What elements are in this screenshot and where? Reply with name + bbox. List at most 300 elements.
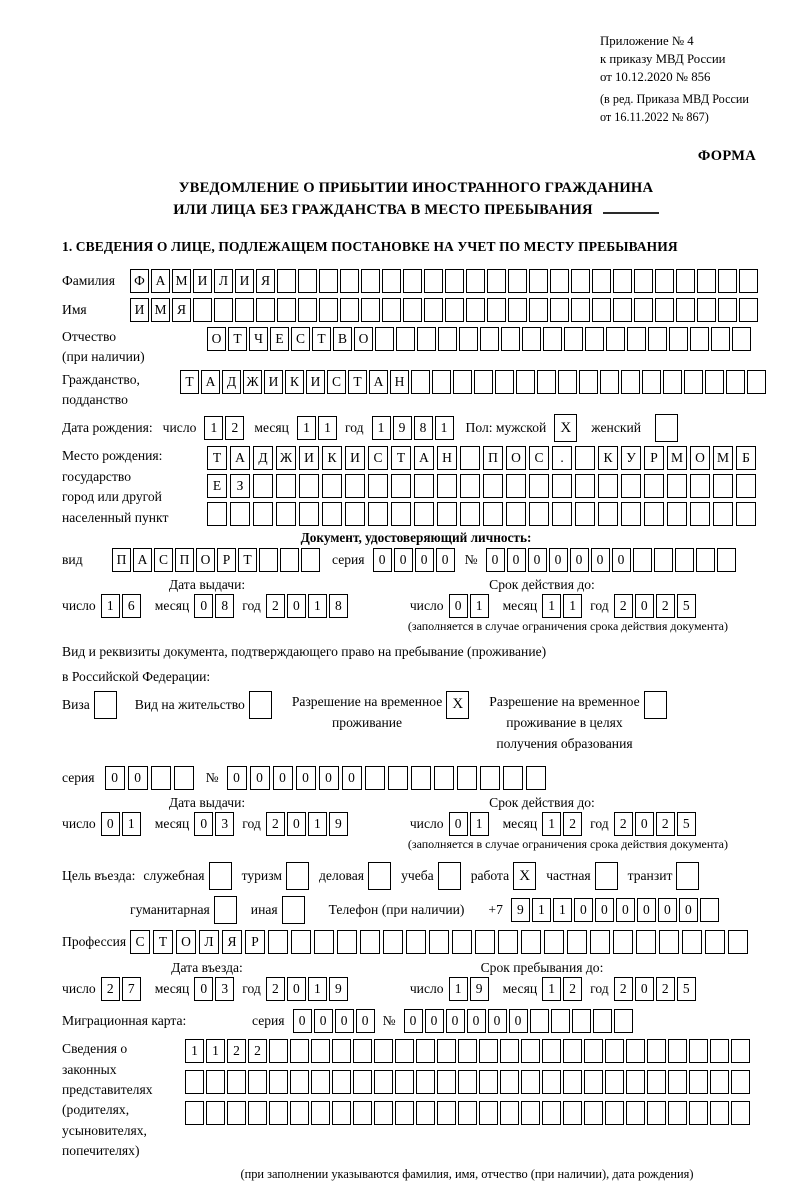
purpose-checkbox[interactable] — [595, 862, 618, 890]
char-cell[interactable] — [361, 298, 380, 322]
char-cell[interactable] — [299, 474, 319, 498]
char-cell[interactable] — [361, 269, 380, 293]
char-cell[interactable] — [739, 269, 758, 293]
char-cell[interactable]: 6 — [122, 594, 141, 618]
char-cell[interactable]: И — [345, 446, 365, 470]
char-cell[interactable] — [298, 269, 317, 293]
char-cell[interactable]: Н — [437, 446, 457, 470]
purpose-checkbox[interactable]: X — [513, 862, 536, 890]
rvpo-checkbox[interactable] — [644, 691, 667, 719]
char-cell[interactable]: А — [230, 446, 250, 470]
char-cell[interactable] — [732, 327, 751, 351]
char-cell[interactable]: М — [667, 446, 687, 470]
char-cell[interactable]: 2 — [656, 977, 675, 1001]
char-cell[interactable]: Т — [238, 548, 257, 572]
char-cell[interactable]: 1 — [308, 594, 327, 618]
char-cell[interactable]: Д — [222, 370, 241, 394]
char-cell[interactable] — [633, 548, 652, 572]
char-cell[interactable]: В — [333, 327, 352, 351]
char-cell[interactable]: Б — [736, 446, 756, 470]
char-cell[interactable] — [185, 1101, 204, 1125]
char-cell[interactable]: 5 — [677, 977, 696, 1001]
char-cell[interactable] — [375, 327, 394, 351]
char-cell[interactable]: 2 — [656, 812, 675, 836]
char-cell[interactable] — [474, 370, 493, 394]
char-cell[interactable]: Т — [312, 327, 331, 351]
char-cell[interactable] — [269, 1101, 288, 1125]
char-cell[interactable]: 0 — [101, 812, 120, 836]
char-cell[interactable]: И — [264, 370, 283, 394]
char-cell[interactable]: 2 — [227, 1039, 246, 1063]
char-cell[interactable] — [277, 298, 296, 322]
char-cell[interactable]: 0 — [273, 766, 293, 790]
char-cell[interactable] — [487, 269, 506, 293]
char-cell[interactable]: 0 — [415, 548, 434, 572]
char-cell[interactable] — [396, 327, 415, 351]
char-cell[interactable] — [437, 502, 457, 526]
char-cell[interactable] — [207, 502, 227, 526]
char-cell[interactable] — [332, 1070, 351, 1094]
char-cell[interactable] — [374, 1039, 393, 1063]
char-cell[interactable] — [458, 1039, 477, 1063]
char-cell[interactable] — [424, 298, 443, 322]
char-cell[interactable]: 0 — [227, 766, 247, 790]
char-cell[interactable] — [248, 1070, 267, 1094]
char-cell[interactable]: 0 — [128, 766, 148, 790]
char-cell[interactable] — [227, 1101, 246, 1125]
char-cell[interactable] — [736, 502, 756, 526]
char-cell[interactable]: И — [299, 446, 319, 470]
char-cell[interactable]: 9 — [329, 812, 348, 836]
char-cell[interactable] — [659, 930, 679, 954]
char-cell[interactable] — [644, 474, 664, 498]
char-cell[interactable] — [747, 370, 766, 394]
char-cell[interactable] — [575, 474, 595, 498]
purpose-checkbox[interactable] — [438, 862, 461, 890]
char-cell[interactable] — [395, 1039, 414, 1063]
char-cell[interactable]: 1 — [435, 416, 454, 440]
char-cell[interactable] — [437, 1039, 456, 1063]
char-cell[interactable] — [600, 370, 619, 394]
char-cell[interactable] — [690, 327, 709, 351]
char-cell[interactable] — [551, 1009, 570, 1033]
char-cell[interactable] — [667, 474, 687, 498]
char-cell[interactable] — [411, 370, 430, 394]
char-cell[interactable] — [500, 1101, 519, 1125]
char-cell[interactable] — [584, 1039, 603, 1063]
char-cell[interactable] — [299, 502, 319, 526]
char-cell[interactable] — [290, 1039, 309, 1063]
char-cell[interactable] — [584, 1101, 603, 1125]
char-cell[interactable] — [598, 502, 618, 526]
char-cell[interactable] — [552, 502, 572, 526]
char-cell[interactable]: У — [621, 446, 641, 470]
char-cell[interactable] — [269, 1070, 288, 1094]
char-cell[interactable] — [406, 930, 426, 954]
char-cell[interactable] — [710, 1070, 729, 1094]
char-cell[interactable]: 0 — [287, 812, 306, 836]
char-cell[interactable]: 2 — [266, 977, 285, 1001]
char-cell[interactable]: 0 — [449, 812, 468, 836]
char-cell[interactable]: И — [306, 370, 325, 394]
char-cell[interactable] — [572, 1009, 591, 1033]
char-cell[interactable]: М — [713, 446, 733, 470]
char-cell[interactable]: С — [154, 548, 173, 572]
char-cell[interactable] — [705, 930, 725, 954]
char-cell[interactable]: 1 — [470, 594, 489, 618]
char-cell[interactable]: 0 — [314, 1009, 333, 1033]
char-cell[interactable]: П — [483, 446, 503, 470]
char-cell[interactable]: 2 — [614, 977, 633, 1001]
char-cell[interactable]: Т — [391, 446, 411, 470]
char-cell[interactable]: Т — [153, 930, 173, 954]
char-cell[interactable] — [537, 370, 556, 394]
char-cell[interactable] — [337, 930, 357, 954]
char-cell[interactable] — [459, 327, 478, 351]
char-cell[interactable] — [717, 548, 736, 572]
char-cell[interactable] — [590, 930, 610, 954]
char-cell[interactable] — [529, 474, 549, 498]
char-cell[interactable] — [668, 1039, 687, 1063]
char-cell[interactable] — [479, 1070, 498, 1094]
char-cell[interactable] — [214, 298, 233, 322]
char-cell[interactable] — [487, 298, 506, 322]
char-cell[interactable]: 1 — [308, 812, 327, 836]
char-cell[interactable] — [529, 502, 549, 526]
char-cell[interactable] — [689, 1101, 708, 1125]
char-cell[interactable] — [374, 1101, 393, 1125]
rvp-checkbox[interactable]: X — [446, 691, 469, 719]
residence-checkbox[interactable] — [249, 691, 272, 719]
char-cell[interactable] — [689, 1039, 708, 1063]
char-cell[interactable] — [718, 269, 737, 293]
char-cell[interactable] — [544, 930, 564, 954]
char-cell[interactable] — [567, 930, 587, 954]
char-cell[interactable] — [655, 298, 674, 322]
char-cell[interactable] — [542, 1101, 561, 1125]
char-cell[interactable] — [575, 502, 595, 526]
char-cell[interactable]: 1 — [122, 812, 141, 836]
char-cell[interactable]: 2 — [563, 977, 582, 1001]
char-cell[interactable] — [458, 1070, 477, 1094]
char-cell[interactable] — [466, 269, 485, 293]
char-cell[interactable] — [458, 1101, 477, 1125]
char-cell[interactable] — [403, 269, 422, 293]
char-cell[interactable] — [543, 327, 562, 351]
char-cell[interactable] — [452, 930, 472, 954]
char-cell[interactable]: И — [235, 269, 254, 293]
char-cell[interactable]: 0 — [658, 898, 677, 922]
char-cell[interactable]: Ж — [243, 370, 262, 394]
char-cell[interactable] — [697, 269, 716, 293]
char-cell[interactable]: 0 — [394, 548, 413, 572]
char-cell[interactable] — [360, 930, 380, 954]
char-cell[interactable]: 1 — [532, 898, 551, 922]
char-cell[interactable] — [253, 502, 273, 526]
char-cell[interactable] — [235, 298, 254, 322]
char-cell[interactable]: 0 — [574, 898, 593, 922]
char-cell[interactable] — [627, 327, 646, 351]
char-cell[interactable] — [429, 930, 449, 954]
char-cell[interactable] — [728, 930, 748, 954]
char-cell[interactable] — [319, 269, 338, 293]
char-cell[interactable] — [564, 327, 583, 351]
char-cell[interactable]: 1 — [318, 416, 337, 440]
char-cell[interactable] — [480, 327, 499, 351]
char-cell[interactable] — [291, 930, 311, 954]
char-cell[interactable] — [636, 930, 656, 954]
char-cell[interactable]: А — [414, 446, 434, 470]
char-cell[interactable] — [332, 1039, 351, 1063]
char-cell[interactable]: О — [354, 327, 373, 351]
char-cell[interactable] — [311, 1070, 330, 1094]
char-cell[interactable] — [206, 1101, 225, 1125]
char-cell[interactable] — [453, 370, 472, 394]
char-cell[interactable]: 1 — [449, 977, 468, 1001]
char-cell[interactable]: 1 — [542, 812, 561, 836]
char-cell[interactable] — [526, 766, 546, 790]
char-cell[interactable] — [193, 298, 212, 322]
char-cell[interactable]: 1 — [542, 594, 561, 618]
char-cell[interactable] — [696, 548, 715, 572]
female-checkbox[interactable] — [655, 414, 678, 442]
char-cell[interactable] — [731, 1070, 750, 1094]
char-cell[interactable]: И — [193, 269, 212, 293]
char-cell[interactable] — [592, 269, 611, 293]
char-cell[interactable] — [689, 1070, 708, 1094]
char-cell[interactable]: 0 — [194, 812, 213, 836]
char-cell[interactable] — [340, 298, 359, 322]
char-cell[interactable] — [614, 1009, 633, 1033]
char-cell[interactable] — [506, 474, 526, 498]
char-cell[interactable]: 1 — [470, 812, 489, 836]
char-cell[interactable]: 1 — [372, 416, 391, 440]
char-cell[interactable] — [669, 327, 688, 351]
visa-checkbox[interactable] — [94, 691, 117, 719]
char-cell[interactable] — [227, 1070, 246, 1094]
char-cell[interactable] — [552, 474, 572, 498]
char-cell[interactable] — [437, 1101, 456, 1125]
char-cell[interactable] — [621, 474, 641, 498]
char-cell[interactable]: 0 — [528, 548, 547, 572]
char-cell[interactable]: 1 — [101, 594, 120, 618]
char-cell[interactable]: 0 — [436, 548, 455, 572]
char-cell[interactable] — [340, 269, 359, 293]
char-cell[interactable]: Ф — [130, 269, 149, 293]
char-cell[interactable] — [395, 1101, 414, 1125]
char-cell[interactable]: 9 — [511, 898, 530, 922]
char-cell[interactable]: 9 — [393, 416, 412, 440]
char-cell[interactable] — [345, 502, 365, 526]
char-cell[interactable]: 1 — [204, 416, 223, 440]
char-cell[interactable]: А — [369, 370, 388, 394]
char-cell[interactable] — [248, 1101, 267, 1125]
char-cell[interactable]: 0 — [679, 898, 698, 922]
char-cell[interactable] — [529, 269, 548, 293]
char-cell[interactable] — [391, 474, 411, 498]
char-cell[interactable] — [621, 370, 640, 394]
char-cell[interactable]: О — [196, 548, 215, 572]
char-cell[interactable] — [605, 1101, 624, 1125]
char-cell[interactable] — [626, 1101, 645, 1125]
char-cell[interactable] — [185, 1070, 204, 1094]
char-cell[interactable]: М — [172, 269, 191, 293]
char-cell[interactable]: 0 — [296, 766, 316, 790]
char-cell[interactable]: Л — [214, 269, 233, 293]
char-cell[interactable] — [571, 269, 590, 293]
char-cell[interactable]: 0 — [507, 548, 526, 572]
char-cell[interactable]: 2 — [266, 812, 285, 836]
char-cell[interactable]: 0 — [404, 1009, 423, 1033]
char-cell[interactable]: 8 — [215, 594, 234, 618]
char-cell[interactable]: Я — [222, 930, 242, 954]
char-cell[interactable] — [690, 474, 710, 498]
char-cell[interactable]: 0 — [194, 977, 213, 1001]
char-cell[interactable]: А — [151, 269, 170, 293]
char-cell[interactable] — [726, 370, 745, 394]
char-cell[interactable]: 8 — [414, 416, 433, 440]
char-cell[interactable] — [682, 930, 702, 954]
char-cell[interactable] — [483, 502, 503, 526]
char-cell[interactable] — [663, 370, 682, 394]
char-cell[interactable] — [676, 298, 695, 322]
char-cell[interactable]: 0 — [637, 898, 656, 922]
char-cell[interactable] — [466, 298, 485, 322]
char-cell[interactable] — [374, 1070, 393, 1094]
char-cell[interactable]: 9 — [470, 977, 489, 1001]
char-cell[interactable]: Л — [199, 930, 219, 954]
purpose-checkbox[interactable] — [209, 862, 232, 890]
char-cell[interactable] — [592, 298, 611, 322]
char-cell[interactable] — [417, 327, 436, 351]
char-cell[interactable]: И — [130, 298, 149, 322]
char-cell[interactable] — [475, 930, 495, 954]
char-cell[interactable] — [368, 474, 388, 498]
char-cell[interactable]: 1 — [563, 594, 582, 618]
char-cell[interactable]: Д — [253, 446, 273, 470]
char-cell[interactable] — [516, 370, 535, 394]
char-cell[interactable]: 0 — [549, 548, 568, 572]
char-cell[interactable] — [322, 474, 342, 498]
char-cell[interactable] — [705, 370, 724, 394]
char-cell[interactable]: 0 — [194, 594, 213, 618]
char-cell[interactable] — [480, 766, 500, 790]
char-cell[interactable] — [345, 474, 365, 498]
char-cell[interactable]: 0 — [616, 898, 635, 922]
char-cell[interactable]: Ч — [249, 327, 268, 351]
char-cell[interactable] — [571, 298, 590, 322]
char-cell[interactable]: 0 — [595, 898, 614, 922]
char-cell[interactable] — [700, 898, 719, 922]
char-cell[interactable]: 1 — [185, 1039, 204, 1063]
char-cell[interactable] — [654, 548, 673, 572]
char-cell[interactable] — [522, 327, 541, 351]
male-checkbox[interactable]: X — [554, 414, 577, 442]
char-cell[interactable] — [675, 548, 694, 572]
char-cell[interactable]: К — [598, 446, 618, 470]
char-cell[interactable] — [416, 1070, 435, 1094]
char-cell[interactable]: 0 — [509, 1009, 528, 1033]
char-cell[interactable] — [668, 1101, 687, 1125]
char-cell[interactable] — [542, 1070, 561, 1094]
char-cell[interactable]: Р — [245, 930, 265, 954]
char-cell[interactable]: С — [291, 327, 310, 351]
char-cell[interactable]: 0 — [635, 812, 654, 836]
char-cell[interactable]: 8 — [329, 594, 348, 618]
char-cell[interactable] — [676, 269, 695, 293]
char-cell[interactable] — [642, 370, 661, 394]
char-cell[interactable]: 0 — [570, 548, 589, 572]
char-cell[interactable]: 2 — [101, 977, 120, 1001]
char-cell[interactable] — [508, 269, 527, 293]
char-cell[interactable] — [713, 502, 733, 526]
char-cell[interactable]: 0 — [591, 548, 610, 572]
char-cell[interactable]: 0 — [250, 766, 270, 790]
char-cell[interactable] — [621, 502, 641, 526]
char-cell[interactable]: О — [506, 446, 526, 470]
char-cell[interactable] — [500, 1070, 519, 1094]
char-cell[interactable] — [298, 298, 317, 322]
char-cell[interactable]: 0 — [425, 1009, 444, 1033]
char-cell[interactable] — [713, 474, 733, 498]
char-cell[interactable]: Р — [217, 548, 236, 572]
char-cell[interactable] — [563, 1070, 582, 1094]
char-cell[interactable]: 2 — [248, 1039, 267, 1063]
char-cell[interactable] — [432, 370, 451, 394]
char-cell[interactable] — [460, 446, 480, 470]
char-cell[interactable] — [690, 502, 710, 526]
char-cell[interactable] — [731, 1039, 750, 1063]
char-cell[interactable] — [606, 327, 625, 351]
char-cell[interactable] — [521, 1039, 540, 1063]
char-cell[interactable]: 1 — [297, 416, 316, 440]
char-cell[interactable] — [411, 766, 431, 790]
char-cell[interactable] — [276, 502, 296, 526]
char-cell[interactable] — [711, 327, 730, 351]
char-cell[interactable] — [445, 298, 464, 322]
char-cell[interactable] — [479, 1101, 498, 1125]
char-cell[interactable]: Р — [644, 446, 664, 470]
char-cell[interactable] — [256, 298, 275, 322]
char-cell[interactable] — [563, 1101, 582, 1125]
char-cell[interactable] — [290, 1070, 309, 1094]
char-cell[interactable]: Я — [172, 298, 191, 322]
char-cell[interactable] — [276, 474, 296, 498]
char-cell[interactable]: 0 — [449, 594, 468, 618]
char-cell[interactable]: Н — [390, 370, 409, 394]
char-cell[interactable]: 0 — [635, 594, 654, 618]
char-cell[interactable] — [460, 474, 480, 498]
char-cell[interactable] — [368, 502, 388, 526]
char-cell[interactable] — [319, 298, 338, 322]
char-cell[interactable]: Т — [207, 446, 227, 470]
char-cell[interactable]: П — [112, 548, 131, 572]
char-cell[interactable]: С — [130, 930, 150, 954]
char-cell[interactable] — [290, 1101, 309, 1125]
char-cell[interactable]: К — [322, 446, 342, 470]
char-cell[interactable]: Я — [256, 269, 275, 293]
char-cell[interactable] — [584, 1070, 603, 1094]
char-cell[interactable]: 3 — [215, 977, 234, 1001]
char-cell[interactable] — [613, 930, 633, 954]
char-cell[interactable] — [647, 1070, 666, 1094]
char-cell[interactable] — [550, 298, 569, 322]
char-cell[interactable] — [353, 1039, 372, 1063]
char-cell[interactable] — [353, 1070, 372, 1094]
char-cell[interactable]: 0 — [335, 1009, 354, 1033]
char-cell[interactable]: Т — [348, 370, 367, 394]
char-cell[interactable]: 2 — [614, 594, 633, 618]
